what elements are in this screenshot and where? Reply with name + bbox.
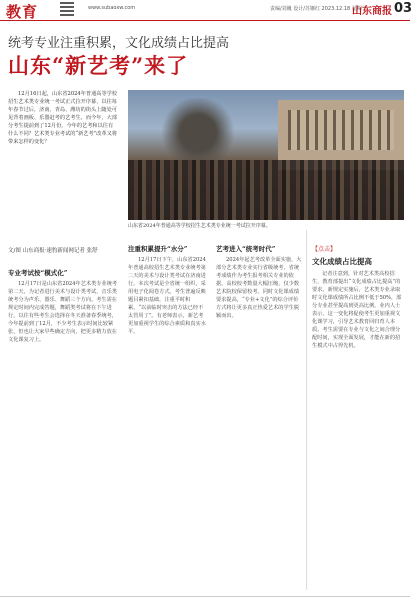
section-title: 教育 (6, 3, 39, 21)
photo-tree (148, 98, 248, 168)
sidebar-text: 记者注意到，针对艺术类高校招生，教育部提出“文化成绩占比提高”的要求。新规定实施后，艺术类专业录取时文化课成绩所占比例不低于50%，部分专业甚至提高到更高比例。业内人士表示，这一变化将促使考生更加重视文化课学习，引导艺术教育回归育人本质。考生需要在专业与文化之间合理分配时间，实现全面发展，才能在新的招生模式中占得先机。 (312, 271, 402, 349)
sidebar-heading: 文化成绩占比提高 (312, 257, 372, 266)
bottom-rule (0, 596, 410, 597)
qr-code-icon (60, 2, 74, 16)
section-text-2: 12月17日下午，山东省2024年普通高校招生艺术类专业统考第二天的美术与设计类考试在济南进行。本次考试是全省统一组织，采用电子化阅卷方式。考生普遍反映题目紧扣基础，注重平时积累，“以前临时突击的方法已经不太管用了”。有老师表示，新艺考更加重视学生的综合素质和真实水平。 (128, 257, 206, 335)
photo-caption: 山东省2024年普通高等学校招生艺术类专业统一考试拉开序幕。 (128, 223, 271, 229)
news-photo (128, 90, 404, 220)
article-subtitle: 统考专业注重积累，文化成绩占比提高 (8, 36, 230, 51)
issue-meta: 责编/刘巍 设计/苏娜红 2023.12.18 星期一 (270, 6, 367, 12)
section-text-1: 12月17日是山东省2024年艺术类专业统考第二天，为记者进行美术与设计类考试，音乐类统考分为声乐、器乐、舞蹈三个方向。考生需在规定时间内完成答题，舞蹈类考试将在下午进行，以往有些考生会选择在冬天准备春季统考，今年提前到了12月，不少考生表示时间比较紧张，但也让大家早些确定方向，把更多精力放在文化课复习上。 (8, 281, 118, 343)
byline: 文/图 山东商报·速豹新闻网记者 张舒 (8, 248, 98, 254)
article-title: 山东“新艺考”来了 (8, 53, 189, 78)
column-divider (306, 230, 307, 590)
section-heading-1: 专业考试按“模式化” (8, 269, 68, 277)
newspaper-name: 山东商报 (352, 6, 392, 17)
page-header (0, 0, 410, 21)
page-number: 03 (394, 1, 412, 16)
section-text-3: 2024年起艺考改革全面实施，大部分艺术类专业实行省级统考，省统考成绩作为考生报考相关专业的依据。高校校考数量大幅压缩，仅少数艺术院校保留校考。同时文化课成绩要求提高，“专业+文化”的综合评价方式将让更多真正热爱艺术的学生脱颖而出。 (216, 257, 302, 319)
section-heading-2: 注重积累提升“水分” (128, 245, 188, 253)
article-lead: 12月16日起，山东省2024年普通高等学校招生艺术类专业统一考试正式拉开序幕，以往每年春节过后，济南、青岛、潍坊的街头上随处可见背着画板、乐器赶考的艺考生，而今年，大部分考生提前到了12月份。今年的艺考和以往有什么不同？艺术类专业考试的“新艺考”改革又将带来怎样的变化？ (8, 91, 118, 145)
photo-crowd (128, 160, 404, 220)
sidebar-label: 【点击】 (312, 246, 337, 253)
photo-windows (288, 110, 394, 150)
section-heading-3: 艺考进入“统考时代” (216, 245, 276, 253)
website: www.subaoxw.com (88, 5, 136, 11)
